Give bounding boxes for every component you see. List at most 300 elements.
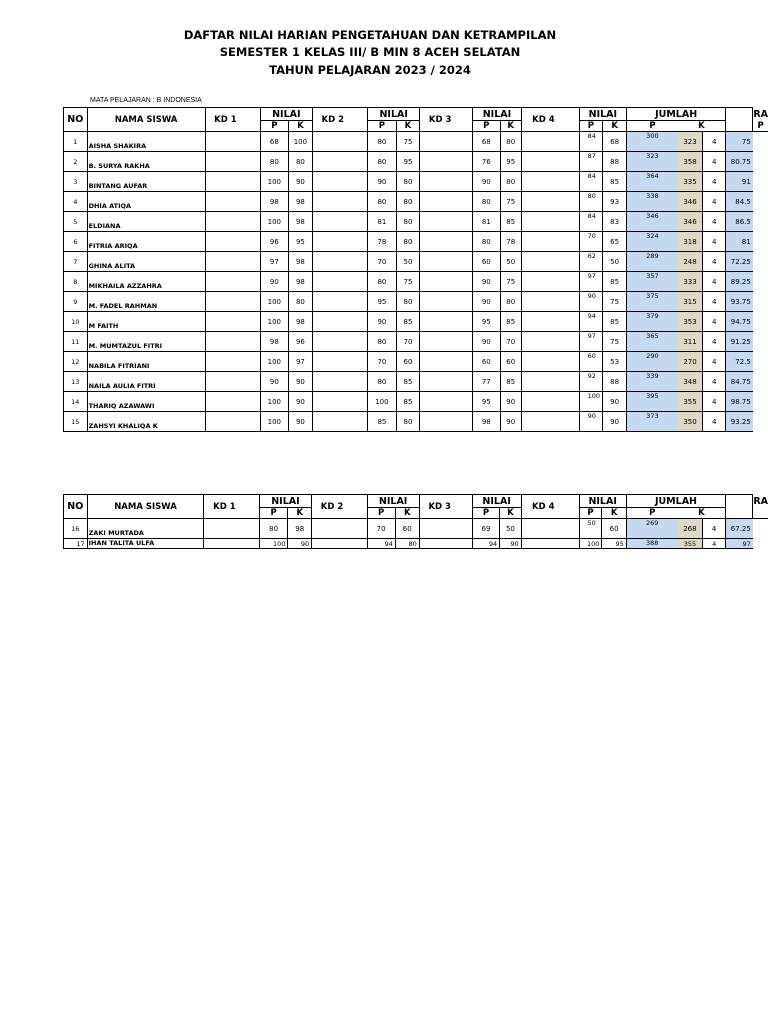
kd1-p-value: 68 — [260, 132, 288, 152]
empty-cell — [353, 392, 368, 412]
empty-cell — [521, 232, 565, 252]
col-kd2-nilai-header: NILAI — [368, 108, 420, 121]
col-jumlah-header: JUMLAH — [627, 108, 726, 121]
kd1-p-value: 100 — [260, 212, 288, 232]
sum-p-value: 373 — [627, 412, 678, 432]
kd-count-value: 4 — [703, 152, 726, 172]
table-row — [64, 332, 768, 352]
kd4-k-value: 60 — [602, 519, 626, 539]
row-no: 9 — [64, 292, 88, 312]
kd1-k-value: 95 — [288, 232, 312, 252]
kd4-p-value: 92 — [579, 372, 603, 392]
kd3-p-value: 90 — [473, 292, 500, 312]
kd-count-value: 4 — [703, 332, 726, 352]
empty-cell — [205, 412, 245, 432]
kd4-k-value: 65 — [603, 232, 627, 252]
col-kd4-p: P — [579, 121, 603, 132]
empty-cell — [245, 372, 260, 392]
average-value: 97 — [726, 539, 753, 549]
empty-cell — [460, 272, 472, 292]
kd3-p-value: 60 — [473, 252, 500, 272]
empty-cell — [460, 332, 472, 352]
kd4-k-value: 85 — [603, 172, 627, 192]
sum-k-value: 323 — [678, 132, 703, 152]
empty-cell — [420, 312, 460, 332]
empty-cell — [245, 152, 260, 172]
kd-count-value: 4 — [703, 392, 726, 412]
kd4-p-value: 50 — [579, 519, 602, 539]
kd2-p-value: 80 — [368, 132, 397, 152]
kd3-p-value: 81 — [473, 212, 500, 232]
col-kd3-p: P — [473, 121, 500, 132]
table-row — [64, 539, 768, 549]
report-year: TAHUN PELAJARAN 2023 / 2024 — [269, 63, 471, 77]
subject-label: MATA PELAJARAN : B INDONESIA — [90, 97, 202, 104]
kd4-p-value: 94 — [579, 312, 603, 332]
kd3-k-value: 80 — [500, 292, 521, 312]
student-name: DHIA ATIQA — [87, 192, 205, 212]
empty-cell — [565, 272, 579, 292]
kd1-k-value: 96 — [288, 332, 312, 352]
empty-cell — [312, 352, 352, 372]
empty-cell — [245, 192, 260, 212]
kd4-p-value: 84 — [579, 172, 603, 192]
average-value: 84.75 — [726, 372, 753, 392]
col-kd1-p: P — [260, 121, 288, 132]
kd-count-value: 4 — [703, 272, 726, 292]
kd1-p-value: 96 — [260, 232, 288, 252]
kd3-p-value: 80 — [473, 192, 500, 212]
kd2-p-value: 80 — [368, 372, 397, 392]
kd3-p-value: 68 — [473, 132, 500, 152]
table-row — [64, 232, 768, 252]
empty-cell — [353, 212, 368, 232]
kd-count-value: 4 — [703, 539, 726, 549]
kd3-p-value: 90 — [473, 172, 500, 192]
kd2-k-value: 60 — [396, 352, 420, 372]
average-value: 84.5 — [726, 192, 753, 212]
kd1-k-value: 90 — [288, 412, 312, 432]
empty-cell — [353, 232, 368, 252]
empty-cell — [205, 232, 245, 252]
table-row — [64, 152, 768, 172]
table-row — [64, 519, 768, 539]
row-no: 10 — [64, 312, 88, 332]
sum-p-value: 339 — [627, 372, 678, 392]
empty-cell — [420, 392, 460, 412]
empty-cell — [245, 332, 260, 352]
student-name: BINTANG AUFAR — [87, 172, 205, 192]
average-value: 89.25 — [726, 272, 753, 292]
table-row — [64, 252, 768, 272]
empty-cell — [521, 152, 565, 172]
empty-cell — [521, 132, 565, 152]
row-no: 15 — [64, 412, 88, 432]
student-name: FITRIA ARIQA — [87, 232, 205, 252]
empty-cell — [312, 232, 352, 252]
empty-cell — [565, 412, 579, 432]
kd4-k-value: 68 — [603, 132, 627, 152]
col-kd2-k-2: K — [395, 508, 419, 519]
kd4-k-value: 85 — [603, 272, 627, 292]
average-value: 93.75 — [726, 292, 753, 312]
average-value: 67.25 — [726, 519, 753, 539]
empty-cell — [565, 539, 579, 549]
average-value: 81 — [726, 232, 753, 252]
kd3-p-value: 80 — [473, 232, 500, 252]
empty-cell — [353, 252, 368, 272]
col-kd2-header-2: KD 2 — [312, 495, 352, 519]
row-no: 16 — [64, 519, 88, 539]
empty-cell — [521, 212, 565, 232]
kd2-k-value: 80 — [396, 172, 420, 192]
kd4-p-value: 60 — [579, 352, 603, 372]
empty-cell — [521, 332, 565, 352]
empty-cell — [353, 372, 368, 392]
col-kd4-k: K — [603, 121, 627, 132]
kd2-k-value: 85 — [396, 372, 420, 392]
student-name: IHAN TALITA ULFA — [87, 539, 204, 549]
kd1-p-value: 98 — [260, 332, 288, 352]
empty-cell — [353, 132, 368, 152]
empty-cell — [420, 292, 460, 312]
kd3-p-value: 90 — [473, 332, 500, 352]
kd3-p-value: 90 — [473, 272, 500, 292]
average-value: 75 — [726, 132, 753, 152]
kd3-k-value: 85 — [500, 212, 521, 232]
kd4-k-value: 93 — [603, 192, 627, 212]
table-row — [64, 192, 768, 212]
sum-k-value: 346 — [678, 212, 703, 232]
empty-cell — [420, 352, 460, 372]
kd2-k-value: 50 — [396, 252, 420, 272]
empty-cell — [565, 372, 579, 392]
average-value: 91 — [726, 172, 753, 192]
table-row — [64, 352, 768, 372]
sum-p-value: 379 — [627, 312, 678, 332]
kd4-k-value: 75 — [603, 292, 627, 312]
table-row — [64, 292, 768, 312]
empty-cell — [565, 292, 579, 312]
row-no: 8 — [64, 272, 88, 292]
table-row — [64, 172, 768, 192]
empty-cell — [353, 332, 368, 352]
average-value: 80.75 — [726, 152, 753, 172]
kd4-k-value: 88 — [603, 372, 627, 392]
empty-cell — [460, 172, 472, 192]
sum-k-value: 248 — [678, 252, 703, 272]
empty-cell — [565, 232, 579, 252]
empty-cell — [420, 372, 460, 392]
kd2-p-value: 85 — [368, 412, 397, 432]
average-value: 72.25 — [726, 252, 753, 272]
empty-cell — [420, 212, 460, 232]
report-subtitle: SEMESTER 1 KELAS III/ B MIN 8 ACEH SELATAN — [219, 45, 521, 59]
average-value: 91.25 — [726, 332, 753, 352]
student-name: MIKHAILA AZZAHRA — [87, 272, 205, 292]
sum-k-value: 311 — [678, 332, 703, 352]
kd-count-value: 4 — [703, 252, 726, 272]
col-sum-k-2: K — [678, 508, 726, 519]
table-row — [64, 412, 768, 432]
kd2-k-value: 75 — [396, 132, 420, 152]
sum-p-value: 357 — [627, 272, 678, 292]
empty-cell — [521, 372, 565, 392]
empty-cell — [312, 412, 352, 432]
kd-count-value: 4 — [703, 312, 726, 332]
col-ra-p: P — [753, 121, 768, 132]
kd2-k-value: 85 — [396, 312, 420, 332]
kd4-k-value: 50 — [603, 252, 627, 272]
sum-k-value: 346 — [678, 192, 703, 212]
empty-cell — [521, 412, 565, 432]
empty-cell — [312, 212, 352, 232]
kd2-k-value: 60 — [395, 519, 419, 539]
empty-cell — [521, 312, 565, 332]
kd2-p-value: 70 — [367, 519, 395, 539]
col-kd3-header: KD 3 — [420, 108, 460, 132]
kd2-k-value: 70 — [396, 332, 420, 352]
kd3-p-value: 77 — [473, 372, 500, 392]
kd4-p-value: 80 — [579, 192, 603, 212]
kd4-k-value: 75 — [603, 332, 627, 352]
student-name: M. FADEL RAHMAN — [87, 292, 205, 312]
average-value: 98.75 — [726, 392, 753, 412]
kd1-k-value: 100 — [288, 132, 312, 152]
col-kd2-header: KD 2 — [312, 108, 352, 132]
kd3-k-value: 80 — [500, 172, 521, 192]
kd3-p-value: 76 — [473, 152, 500, 172]
kd4-p-value: 97 — [579, 272, 603, 292]
kd1-p-value: 90 — [260, 372, 288, 392]
kd1-p-value: 100 — [260, 312, 288, 332]
empty-cell — [521, 392, 565, 412]
sum-p-value: 375 — [627, 292, 678, 312]
col-kd2-nilai-header-2: NILAI — [367, 495, 419, 508]
col-kd2-p: P — [368, 121, 397, 132]
sum-p-value: 289 — [627, 252, 678, 272]
empty-cell — [245, 292, 260, 312]
kd1-k-value: 90 — [288, 539, 312, 549]
col-kd3-header-2: KD 3 — [419, 495, 459, 519]
kd1-p-value: 100 — [260, 392, 288, 412]
empty-cell — [419, 539, 459, 549]
col-kd1-k-2: K — [288, 508, 312, 519]
sum-k-value: 335 — [678, 172, 703, 192]
col-ra-header-2: RA — [753, 495, 768, 507]
empty-cell — [460, 212, 472, 232]
sum-p-value: 395 — [627, 392, 678, 412]
empty-cell — [460, 292, 472, 312]
kd3-k-value: 50 — [500, 519, 521, 539]
col-name-header: NAMA SISWA — [87, 108, 205, 132]
average-value: 93.25 — [726, 412, 753, 432]
kd2-k-value: 85 — [396, 392, 420, 412]
empty-cell — [205, 272, 245, 292]
kd1-k-value: 90 — [288, 372, 312, 392]
empty-cell — [205, 152, 245, 172]
sum-p-value: 338 — [627, 192, 678, 212]
kd1-p-value: 98 — [260, 192, 288, 212]
kd1-p-value: 97 — [260, 252, 288, 272]
sum-p-value: 290 — [627, 352, 678, 372]
kd1-k-value: 98 — [288, 312, 312, 332]
col-kd3-k: K — [500, 121, 521, 132]
student-name: AISHA SHAKIRA — [87, 132, 205, 152]
empty-cell — [565, 192, 579, 212]
kd3-k-value: 78 — [500, 232, 521, 252]
col-kd3-k-2: K — [500, 508, 521, 519]
empty-cell — [352, 539, 367, 549]
sum-p-value: 300 — [627, 132, 678, 152]
sum-p-value: 364 — [627, 172, 678, 192]
kd3-k-value: 90 — [500, 392, 521, 412]
empty-cell — [565, 392, 579, 412]
empty-cell — [521, 539, 565, 549]
empty-cell — [420, 152, 460, 172]
empty-cell — [420, 252, 460, 272]
sum-p-value: 365 — [627, 332, 678, 352]
student-name: B. SURYA RAKHA — [87, 152, 205, 172]
student-name: M FAITH — [87, 312, 205, 332]
empty-cell — [420, 412, 460, 432]
table-row — [64, 372, 768, 392]
kd3-p-value: 94 — [472, 539, 500, 549]
kd-count-value: 4 — [703, 192, 726, 212]
empty-cell — [205, 172, 245, 192]
col-ra-header: RA — [753, 108, 768, 120]
kd2-k-value: 95 — [396, 152, 420, 172]
empty-cell — [460, 192, 472, 212]
kd2-k-value: 80 — [396, 292, 420, 312]
grades-table-1 — [63, 107, 768, 432]
kd3-k-value: 90 — [500, 539, 521, 549]
empty-cell — [460, 392, 472, 412]
empty-cell — [420, 272, 460, 292]
empty-cell — [245, 172, 260, 192]
empty-cell — [565, 352, 579, 372]
kd4-p-value: 70 — [579, 232, 603, 252]
kd-count-value: 4 — [703, 212, 726, 232]
kd1-p-value: 100 — [260, 352, 288, 372]
kd1-k-value: 98 — [288, 192, 312, 212]
kd1-k-value: 90 — [288, 392, 312, 412]
kd1-p-value: 100 — [260, 412, 288, 432]
empty-cell — [205, 132, 245, 152]
empty-cell — [352, 519, 367, 539]
empty-cell — [420, 172, 460, 192]
kd-count-value: 4 — [703, 132, 726, 152]
empty-cell — [565, 252, 579, 272]
kd1-p-value: 100 — [259, 539, 288, 549]
row-no: 1 — [64, 132, 88, 152]
kd2-p-value: 70 — [368, 252, 397, 272]
col-kd4-header: KD 4 — [521, 108, 565, 132]
row-no: 6 — [64, 232, 88, 252]
empty-cell — [353, 312, 368, 332]
student-name: NAILA AULIA FITRI — [87, 372, 205, 392]
kd2-p-value: 70 — [368, 352, 397, 372]
empty-cell — [205, 392, 245, 412]
kd4-p-value: 62 — [579, 252, 603, 272]
col-kd4-nilai-header-2: NILAI — [579, 495, 626, 508]
empty-cell — [312, 252, 352, 272]
table-row — [64, 272, 768, 292]
kd1-k-value: 98 — [288, 252, 312, 272]
sum-k-value: 350 — [678, 412, 703, 432]
sum-k-value: 353 — [678, 312, 703, 332]
empty-cell — [419, 519, 459, 539]
empty-cell — [312, 312, 352, 332]
empty-cell — [312, 172, 352, 192]
sum-k-value: 318 — [678, 232, 703, 252]
sum-k-value: 348 — [678, 372, 703, 392]
empty-cell — [460, 352, 472, 372]
kd2-p-value: 80 — [368, 272, 397, 292]
kd2-k-value: 80 — [396, 212, 420, 232]
empty-cell — [565, 312, 579, 332]
col-kd1-header: KD 1 — [205, 108, 245, 132]
empty-cell — [565, 332, 579, 352]
kd4-k-value: 90 — [603, 412, 627, 432]
kd1-k-value: 80 — [288, 292, 312, 312]
kd2-k-value: 80 — [396, 412, 420, 432]
kd3-k-value: 95 — [500, 152, 521, 172]
sum-k-value: 358 — [678, 152, 703, 172]
empty-cell — [245, 232, 260, 252]
empty-cell — [565, 519, 579, 539]
empty-cell — [245, 312, 260, 332]
row-no: 17 — [64, 539, 88, 549]
sum-k-value: 315 — [678, 292, 703, 312]
empty-cell — [353, 352, 368, 372]
kd1-p-value: 90 — [260, 272, 288, 292]
empty-cell — [205, 372, 245, 392]
kd-count-value: 4 — [703, 519, 726, 539]
empty-cell — [312, 372, 352, 392]
col-kd1-p-2: P — [259, 508, 288, 519]
kd1-k-value: 98 — [288, 519, 312, 539]
empty-cell — [565, 152, 579, 172]
empty-cell — [521, 292, 565, 312]
row-no: 4 — [64, 192, 88, 212]
empty-cell — [312, 539, 352, 549]
empty-cell — [521, 172, 565, 192]
table-row — [64, 212, 768, 232]
kd4-k-value: 85 — [603, 312, 627, 332]
kd-count-value: 4 — [703, 292, 726, 312]
empty-cell — [245, 132, 260, 152]
sum-p-value: 388 — [626, 539, 677, 549]
student-name: NABILA FITRIANI — [87, 352, 205, 372]
kd3-k-value: 50 — [500, 252, 521, 272]
empty-cell — [205, 212, 245, 232]
kd3-k-value: 70 — [500, 332, 521, 352]
kd1-k-value: 80 — [288, 152, 312, 172]
sum-k-value: 268 — [678, 519, 703, 539]
kd3-k-value: 85 — [500, 312, 521, 332]
kd1-k-value: 98 — [288, 212, 312, 232]
empty-cell — [420, 232, 460, 252]
empty-cell — [312, 332, 352, 352]
empty-cell — [353, 412, 368, 432]
kd-count-value: 4 — [703, 232, 726, 252]
kd-count-value: 4 — [703, 412, 726, 432]
kd1-k-value: 97 — [288, 352, 312, 372]
empty-cell — [245, 252, 260, 272]
kd4-p-value: 90 — [579, 292, 603, 312]
row-no: 3 — [64, 172, 88, 192]
